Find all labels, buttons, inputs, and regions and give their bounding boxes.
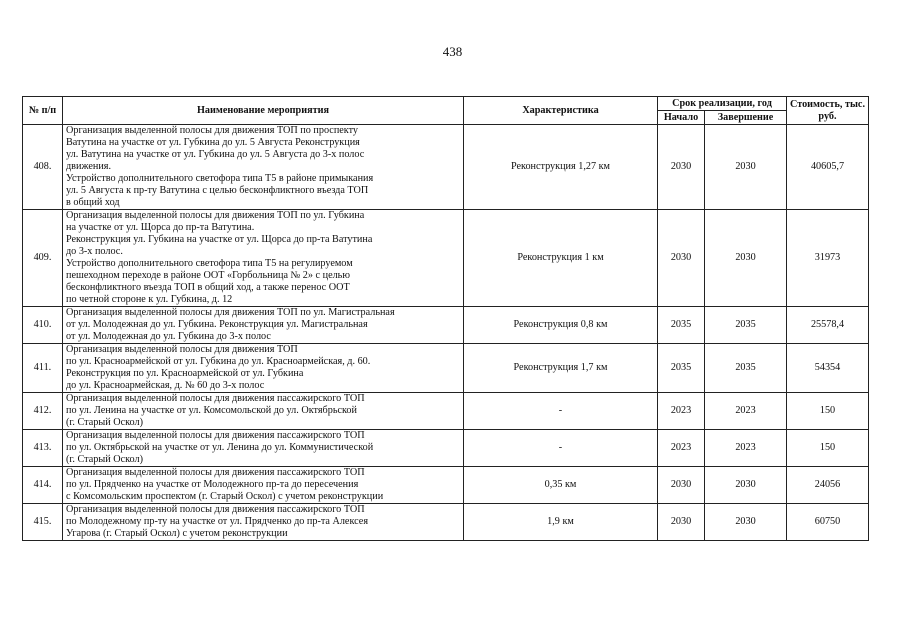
header-end: Завершение — [705, 111, 787, 125]
measure-name: Организация выделенной полосы для движения ТОП по ул. Красноармейской от ул. Губкина до ул. Красноармейская, д. 60. Реконструкция по ул. Красноармейской от ул. Губкина до ул. Красноармейская, д. № 60 до 3-х полос — [63, 344, 464, 393]
measure-name: Организация выделенной полосы для движения ТОП по проспекту Ватутина на участке от ул. Губкина до ул. 5 Августа Реконструкция ул. Ватутина на участке от ул. Губкина до ул. 5 Августа до 3-х полос движения. Устройство дополнительного светофора типа Т5 в районе примыкания ул. 5 Августа к пр-ту Ватутина с целью бесконфликтного въезда ТОП в общий ход — [63, 125, 464, 210]
start-year: 2030 — [658, 125, 705, 210]
end-year: 2030 — [705, 504, 787, 541]
cost-value: 24056 — [787, 467, 869, 504]
start-year: 2030 — [658, 210, 705, 307]
cost-value: 54354 — [787, 344, 869, 393]
measure-name: Организация выделенной полосы для движения ТОП по ул. Губкина на участке от ул. Щорса до пр-та Ватутина. Реконструкция ул. Губкина на участке от ул. Щорса до пр-та Ватутина до 3-х полос. Устройство дополнительного светофора типа Т5 на регулируемом пешеходном переходе в районе ООТ «Горбольница № 2» с целью бесконфликтного въезда ТОП в общий ход, а также перенос ООТ по четной стороне к ул. Губкина, д. 12 — [63, 210, 464, 307]
measures-table — [22, 96, 869, 541]
table-row — [23, 125, 869, 210]
start-year: 2035 — [658, 307, 705, 344]
measure-characteristic: Реконструкция 1,7 км — [464, 344, 658, 393]
measure-characteristic: Реконструкция 0,8 км — [464, 307, 658, 344]
row-number: 414. — [23, 467, 63, 504]
end-year: 2030 — [705, 467, 787, 504]
cost-value: 150 — [787, 393, 869, 430]
end-year: 2035 — [705, 307, 787, 344]
row-number: 413. — [23, 430, 63, 467]
table-row — [23, 344, 869, 393]
measure-name: Организация выделенной полосы для движения ТОП по ул. Магистральная от ул. Молодежная до ул. Губкина. Реконструкция ул. Магистральная от ул. Молодежная до ул. Губкина до 3-х полос — [63, 307, 464, 344]
start-year: 2035 — [658, 344, 705, 393]
measure-name: Организация выделенной полосы для движения пассажирского ТОП по ул. Октябрьской на участке от ул. Ленина до ул. Коммунистической (г. Старый Оскол) — [63, 430, 464, 467]
header-start: Начало — [658, 111, 705, 125]
header-period: Срок реализации, год — [658, 97, 787, 111]
measure-name: Организация выделенной полосы для движения пассажирского ТОП по ул. Прядченко на участке от Молодежного пр-та до пересечения с Комсомольским проспектом (г. Старый Оскол) с учетом реконструкции — [63, 467, 464, 504]
row-number: 411. — [23, 344, 63, 393]
end-year: 2030 — [705, 210, 787, 307]
measure-name: Организация выделенной полосы для движения пассажирского ТОП по ул. Ленина на участке от ул. Комсомольской до ул. Октябрьской (г. Старый Оскол) — [63, 393, 464, 430]
start-year: 2030 — [658, 504, 705, 541]
cost-value: 25578,4 — [787, 307, 869, 344]
row-number: 415. — [23, 504, 63, 541]
cost-value: 60750 — [787, 504, 869, 541]
start-year: 2023 — [658, 393, 705, 430]
header-cost: Стоимость, тыс. руб. — [787, 97, 869, 125]
measure-characteristic: 1,9 км — [464, 504, 658, 541]
end-year: 2030 — [705, 125, 787, 210]
header-characteristic: Характеристика — [464, 97, 658, 125]
cost-value: 31973 — [787, 210, 869, 307]
row-number: 410. — [23, 307, 63, 344]
measure-characteristic: - — [464, 393, 658, 430]
start-year: 2030 — [658, 467, 705, 504]
page-number: 438 — [442, 44, 463, 59]
row-number: 408. — [23, 125, 63, 210]
row-number: 412. — [23, 393, 63, 430]
end-year: 2035 — [705, 344, 787, 393]
start-year: 2023 — [658, 430, 705, 467]
cost-value: 40605,7 — [787, 125, 869, 210]
header-num: № п/п — [23, 97, 63, 125]
header-name: Наименование мероприятия — [63, 97, 464, 125]
row-number: 409. — [23, 210, 63, 307]
end-year: 2023 — [705, 393, 787, 430]
table-row — [23, 393, 869, 430]
table-row — [23, 307, 869, 344]
cost-value: 150 — [787, 430, 869, 467]
measure-characteristic: - — [464, 430, 658, 467]
measure-characteristic: Реконструкция 1,27 км — [464, 125, 658, 210]
table-row — [23, 430, 869, 467]
end-year: 2023 — [705, 430, 787, 467]
table-row — [23, 467, 869, 504]
measure-characteristic: 0,35 км — [464, 467, 658, 504]
table-row — [23, 210, 869, 307]
measure-name: Организация выделенной полосы для движения пассажирского ТОП по Молодежному пр-ту на участке от ул. Прядченко до пр-та Алексея Угарова (г. Старый Оскол) с учетом реконструкции — [63, 504, 464, 541]
measure-characteristic: Реконструкция 1 км — [464, 210, 658, 307]
table-row — [23, 504, 869, 541]
